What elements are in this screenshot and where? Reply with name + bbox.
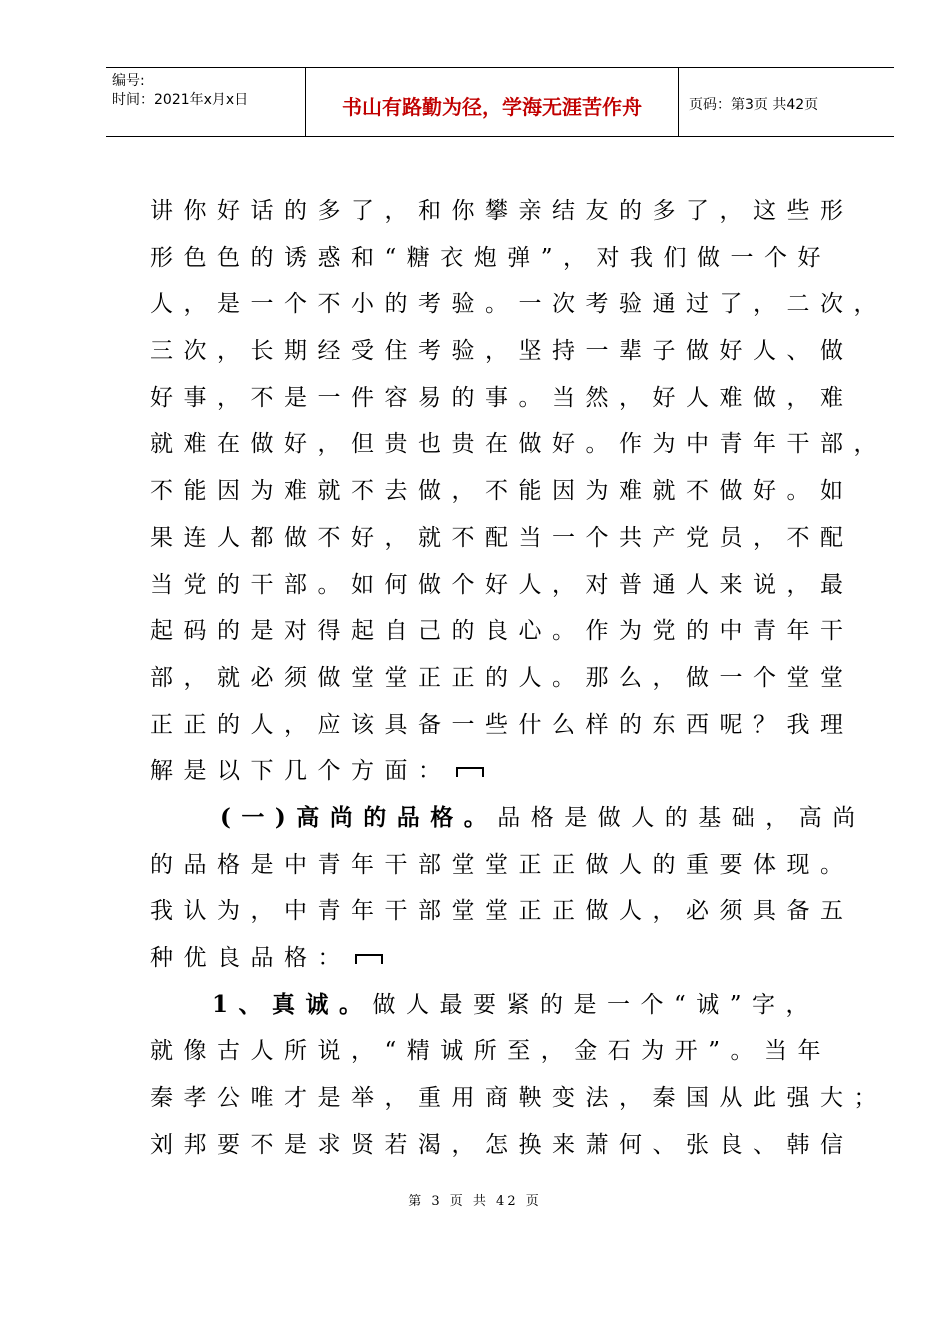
body-line: 当党的干部。如何做个好人，对普通人来说，最 <box>150 571 854 598</box>
point-heading: 1、真诚。 <box>212 990 373 1018</box>
body-line: 起码的是对得起自己的良心。作为党的中青年干 <box>150 618 854 645</box>
section-text: 品格是做人的基础，高尚 <box>497 804 866 831</box>
page-header <box>106 67 894 137</box>
body-line: 三次，长期经受住考验，坚持一辈子做好人、做 <box>150 338 854 365</box>
body-line: 的品格是中青年干部堂堂正正做人的重要体现。 <box>150 851 854 878</box>
body-line: 刘邦要不是求贤若渴，怎换来萧何、张良、韩信 <box>150 1131 854 1158</box>
body-line: 我认为，中青年干部堂堂正正做人，必须具备五 <box>150 898 854 925</box>
body-line-text: 解是以下几个方面： <box>150 758 452 785</box>
header-meta <box>106 68 306 136</box>
body-line: 正正的人，应该具备一些什么样的东西呢？我理 <box>150 711 854 738</box>
body-line: 形色色的诱惑和“糖衣炮弹”，对我们做一个好 <box>150 244 832 271</box>
paragraph-mark-icon <box>355 954 383 964</box>
point-text: 做人最要紧的是一个“诚”字， <box>372 991 820 1018</box>
body-line: 就像古人所说，“精诚所至，金石为开”。当年 <box>150 1038 832 1065</box>
body-line-end <box>150 935 870 982</box>
time-label: 时间：2021年x月x日 <box>112 92 249 108</box>
section-heading-line <box>150 795 870 842</box>
body-line: 部，就必须做堂堂正正的人。那么，做一个堂堂 <box>150 664 854 691</box>
paragraph-mark-icon <box>456 767 484 777</box>
header-motto: 书山有路勤为径，学海无涯苦作舟 <box>306 68 679 136</box>
point-heading-line <box>150 982 870 1029</box>
body-line: 讲你好话的多了，和你攀亲结友的多了，这些形 <box>150 198 854 224</box>
body-line-end <box>150 748 870 795</box>
body-line: 人，是一个不小的考验。一次考验通过了，二次， <box>150 291 887 318</box>
body-line: 好事，不是一件容易的事。当然，好人难做，难 <box>150 384 854 411</box>
body-line: 秦孝公唯才是举，重用商鞅变法，秦国从此强大； <box>150 1085 887 1112</box>
page-footer: 第 3 页 共 42 页 <box>408 1194 542 1209</box>
document-body <box>150 188 887 1168</box>
header-page-info: 页码：第3页 共42页 <box>689 97 819 113</box>
section-heading: (一)高尚的品格。 <box>220 803 498 831</box>
serial-label: 编号: <box>112 73 145 89</box>
body-line: 不能因为难就不去做，不能因为难就不做好。如 <box>150 478 854 505</box>
body-line: 就难在做好，但贵也贵在做好。作为中青年干部， <box>150 431 887 458</box>
body-line-text: 种优良品格： <box>150 945 351 971</box>
body-line: 果连人都做不好，就不配当一个共产党员，不配 <box>150 524 854 551</box>
